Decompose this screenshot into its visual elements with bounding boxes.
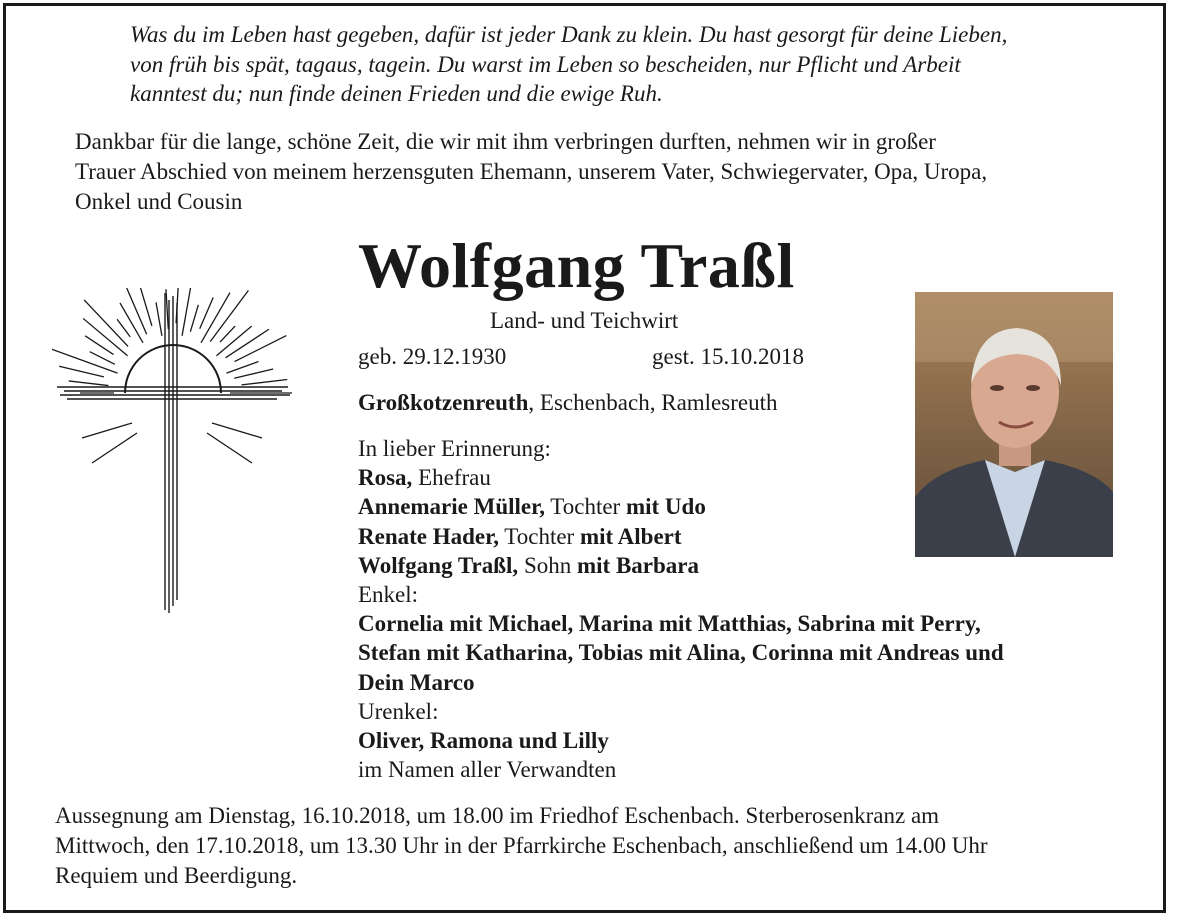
poem [130,20,1140,109]
cross-ray [120,303,143,343]
grandchildren-label: Enkel: [358,582,419,608]
mourner-name: Rosa, [358,465,413,491]
mourner-name: Wolfgang Traßl, [358,552,519,578]
mourner-relation: Ehefrau [412,465,491,491]
cross-ray [117,319,130,337]
poem-line: Was du im Leben hast gegeben, dafür ist jeder Dank zu klein. Du hast gesorgt für deine Lieben, [130,22,1008,47]
place-rest: , Eschenbach, Ramlesreuth [528,390,778,415]
cross-ray [235,336,287,362]
cross-ray [182,288,194,336]
birth-date: geb. 29.12.1930 [358,344,507,369]
poem-line: von früh bis spät, tagaus, tagein. Du warst im Leben so bescheiden, nur Pflicht und Arbeit [130,51,961,77]
mourner-name: Renate Hader, [358,523,499,549]
intro-text [75,127,1145,217]
funeral-line: Aussegnung am Dienstag, 16.10.2018, um 18.00 im Friedhof Eschenbach. Sterberosenkranz am [55,803,940,828]
cross-ray [234,369,273,378]
mourner-partner: mit Barbara [576,552,699,578]
cross-ray [126,288,147,334]
great-grandchildren-label: Urenkel: [358,698,439,724]
deceased-occupation: Land- und Teichwirt [490,308,679,333]
intro-line: Dankbar für die lange, schöne Zeit, die wir mit ihm verbringen durften, nehmen wir in großer [75,129,936,154]
funeral-line: Mittwoch, den 17.10.2018, um 13.30 Uhr in der Pfarrkirche Eschenbach, anschließend um 14.00 Uhr [55,833,988,858]
cross-ray [190,305,198,332]
deceased-name: Wolfgang Traßl [358,230,795,301]
cross-ray [156,302,162,335]
mourner-name: Annemarie Müller, [358,494,545,520]
grandchildren-line: Dein Marco [358,669,475,695]
mourners-heading: In lieber Erinnerung: [358,436,551,461]
cross-ray [59,366,104,377]
intro-line: Trauer Abschied von meinem herzensguten Ehemann, unserem Vater, Schwiegervater, Opa, Uropa, [75,159,988,184]
mourner-relation: Sohn [518,552,577,578]
cross-ray [69,381,109,386]
cross-ray [85,336,113,355]
cross-ray [207,433,252,463]
mourner-relation: Tochter [498,523,580,549]
cross-ray [220,326,235,342]
places [358,388,777,418]
death-date: gest. 15.10.2018 [652,344,805,369]
mourner-partner: mit Albert [579,523,682,549]
grandchildren-line: Cornelia mit Michael, Marina mit Matthias, Sabrina mit Perry, [358,611,981,637]
cross-ray [242,380,288,385]
cross-ray [92,433,137,463]
mourners-footer: im Namen aller Verwandten [358,757,617,783]
cross-ray [82,423,132,438]
mourner-relation: Tochter [544,494,626,520]
great-grandchildren-names: Oliver, Ramona und Lilly [358,728,609,754]
place-main: Großkotzenreuth [358,390,529,415]
mourner-partner: mit Udo [625,494,706,520]
cross-ray [166,289,168,329]
cross-ray [225,329,268,358]
radiant-cross-icon [52,288,292,616]
funeral-line: Requiem und Beerdigung. [55,863,298,888]
portrait-photo [915,292,1113,557]
cross-ray [212,423,262,438]
grandchildren-line: Stefan mit Katharina, Tobias mit Alina, Corinna mit Andreas und [358,640,1004,666]
cross-ray [227,362,259,374]
intro-line: Onkel und Cousin [75,189,243,214]
cross-ray [135,288,152,326]
funeral-details [55,801,1135,891]
poem-line: kanntest du; nun finde deinen Frieden und die ewige Ruh. [130,81,663,106]
